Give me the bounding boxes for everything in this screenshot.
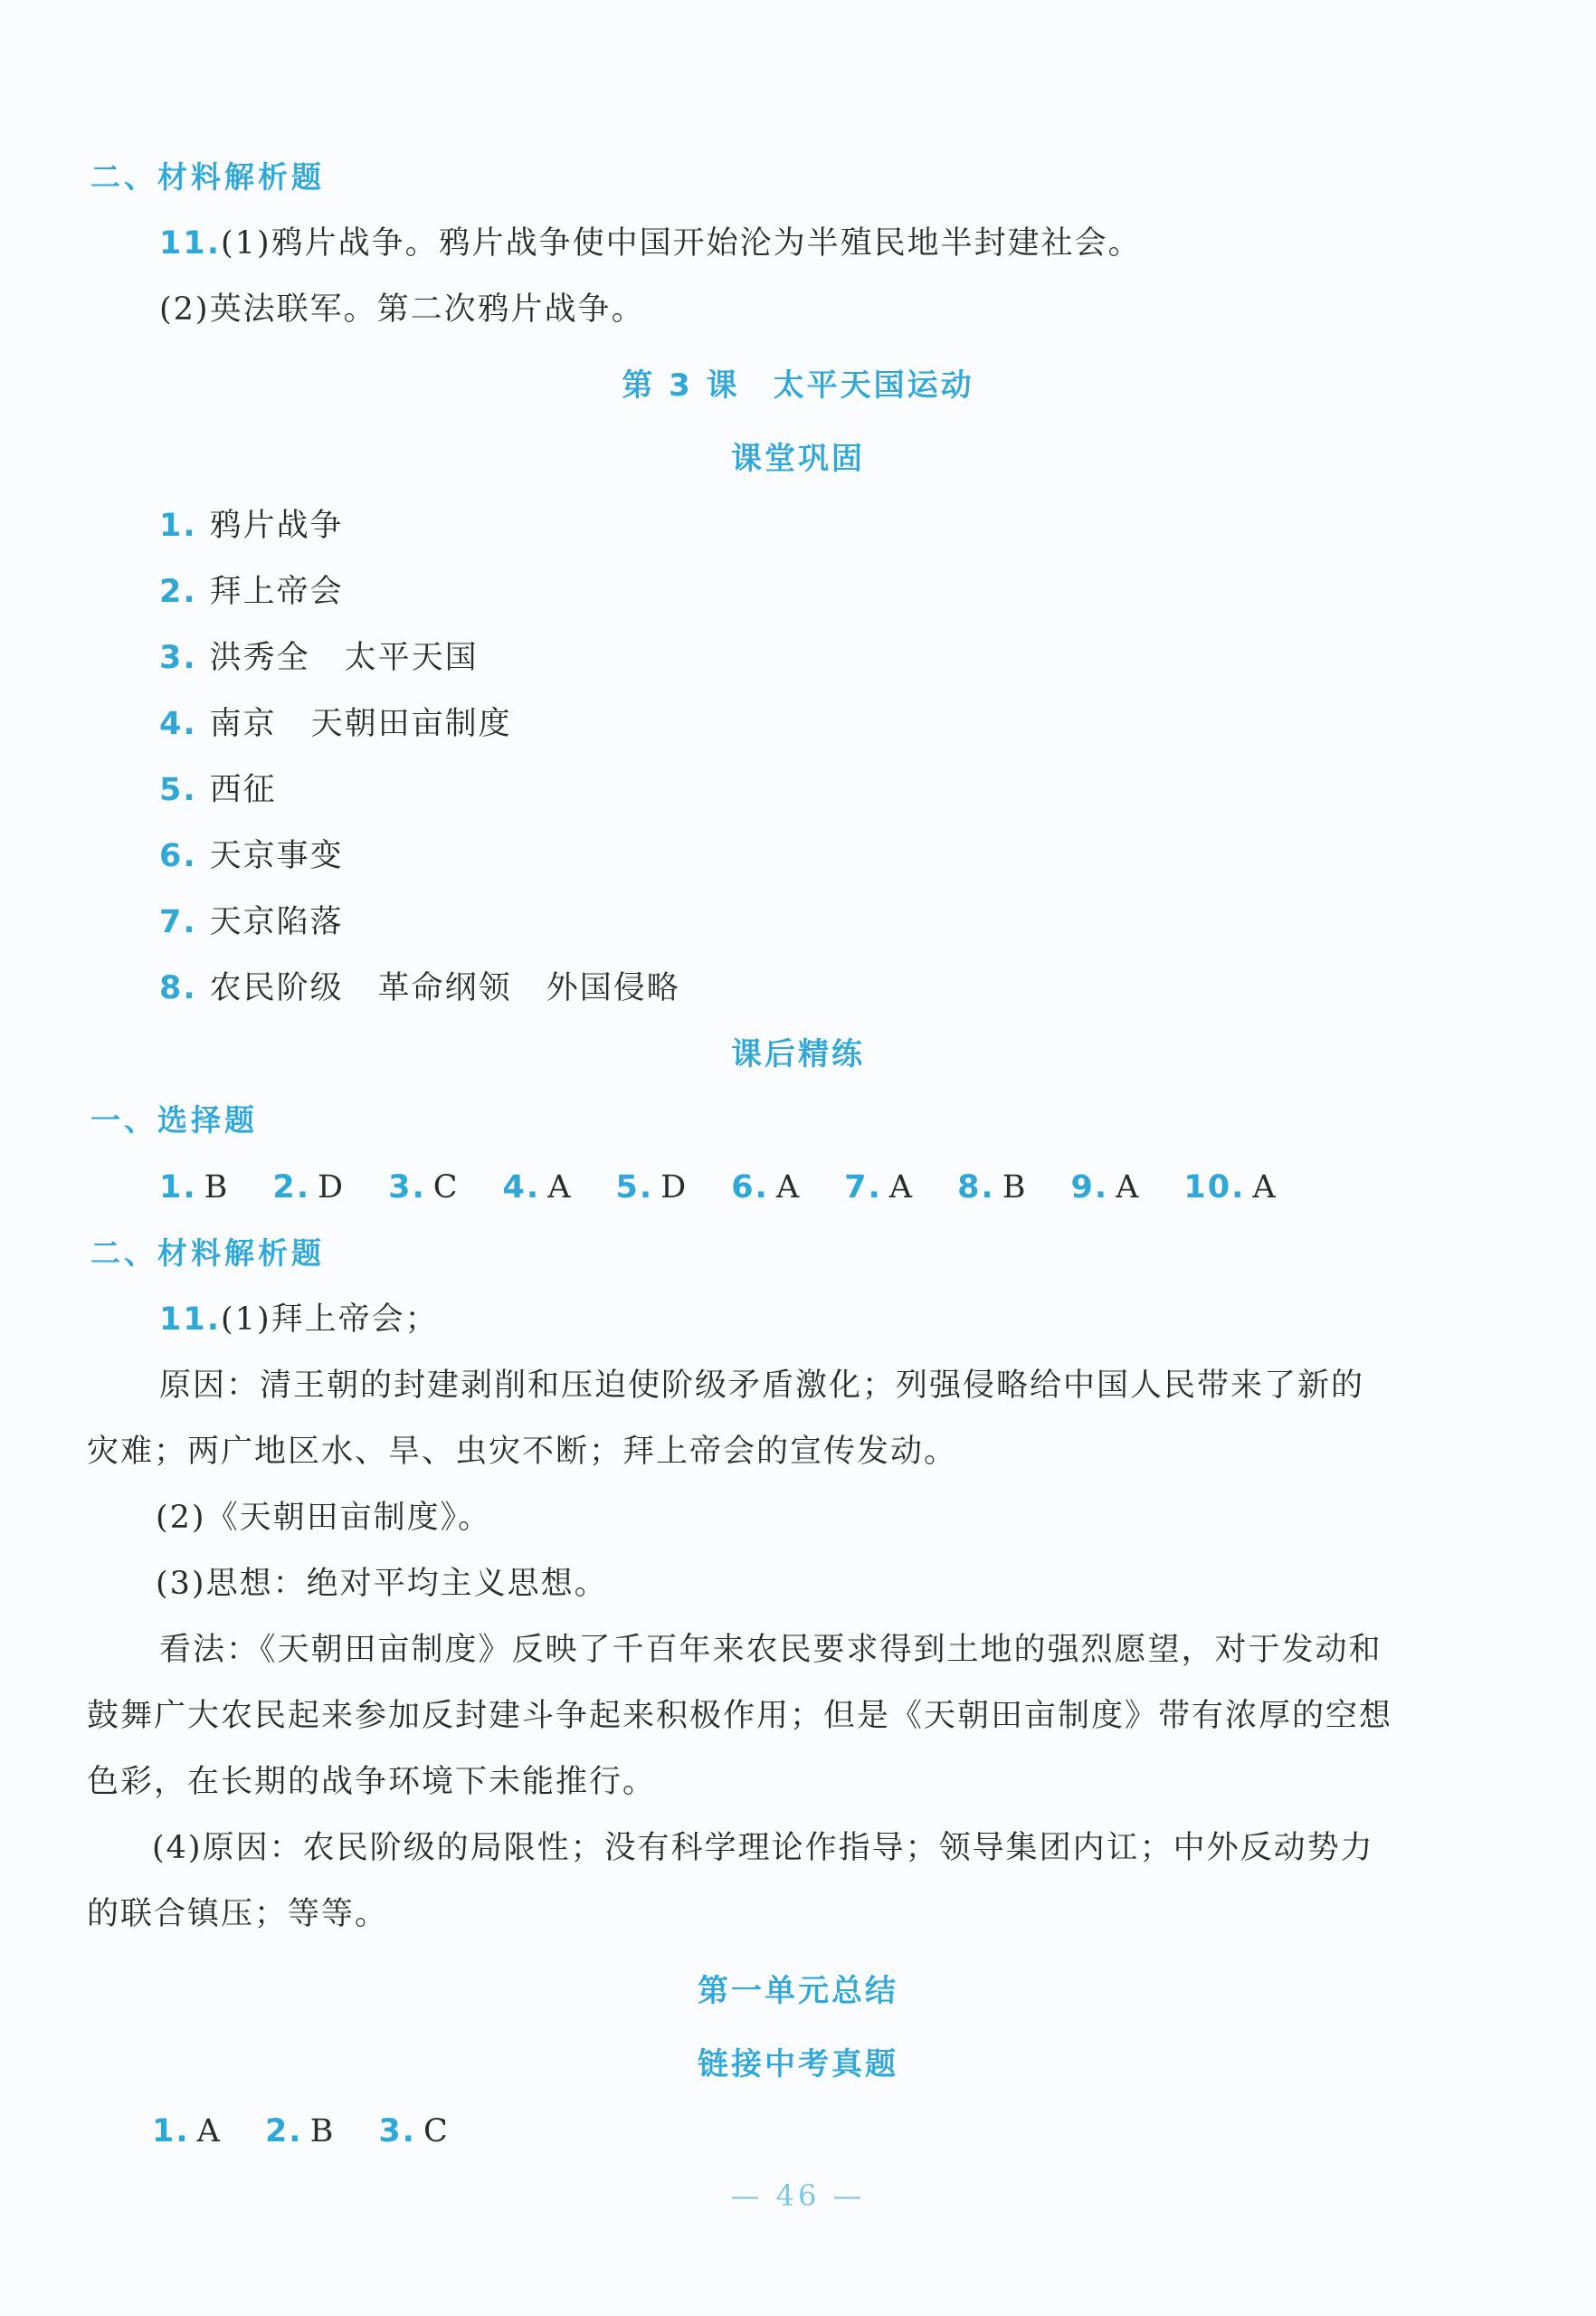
item-answer: 天京陷落 [209,904,344,940]
consolidation-title: 课堂巩固 [731,441,865,477]
answer-item [265,2113,335,2149]
item-number: 6. [159,838,197,874]
answer-item [378,2113,449,2149]
q11-part-4-line-2: 的联合镇压；等等。 [87,1896,389,1932]
list-item [159,636,479,680]
reason-line-1: 原因：清王朝的封建剥削和压迫使阶级矛盾激化；列强侵略给中国人民带来了新的 [159,1368,1365,1404]
item-number: 3. [159,640,197,676]
answer-number: 2. [272,1169,311,1206]
q11-number: 11. [159,1301,222,1338]
answer-number: 3. [378,2113,416,2149]
item-answer: 外国侵略 [546,970,680,1006]
list-item [159,901,344,944]
lesson-title: 第 3 课 太平天国运动 [622,367,974,404]
page-number: 46 [775,2178,821,2213]
item-answer: 鸦片战争 [209,508,344,544]
answer-value: B [204,1169,230,1206]
answer-item [731,1169,801,1206]
item-answer: 天京事变 [209,838,344,874]
item-answer: 天朝田亩制度 [310,706,512,742]
answer-item [152,2113,222,2149]
answer-number: 4. [502,1169,541,1206]
list-item [159,834,344,878]
item-answer: 洪秀全 [209,640,310,676]
answer-item [844,1169,914,1206]
item-number: 4. [159,706,197,742]
answer-item [1070,1169,1140,1206]
footer-dash-right: — [832,2178,866,2213]
item-number: 5. [159,772,197,808]
page-number-footer [0,2176,1596,2216]
item-number: 7. [159,904,197,940]
answer-item [957,1169,1027,1206]
item-answer: 太平天国 [344,640,479,676]
practice-title: 课后精练 [731,1036,865,1072]
exam-link-title: 链接中考真题 [698,2046,898,2082]
q11-part-2: (2)《天朝田亩制度》。 [156,1500,492,1536]
list-item [159,504,344,548]
q11-part-4-line-1: (4)原因：农民阶级的局限性；没有科学理论作指导；领导集团内讧；中外反动势力 [152,1830,1374,1866]
list-item [159,768,277,812]
q11-part-3: (3)思想：绝对平均主义思想。 [156,1566,608,1602]
answer-value: B [1002,1169,1028,1206]
answer-item [1183,1169,1277,1206]
answer-number: 10. [1183,1169,1246,1206]
answer-number: 5. [615,1169,654,1206]
item-answer: 拜上帝会 [209,574,344,610]
list-item [159,702,512,746]
answer-item [503,1169,573,1206]
answer-value: A [1252,1169,1278,1206]
answer-item [159,1169,229,1206]
view-line-1: 看法：《天朝田亩制度》反映了千百年来农民要求得到土地的强烈愿望，对于发动和 [159,1632,1382,1668]
item-answer: 革命纲领 [377,970,512,1006]
view-line-2: 鼓舞广大农民起来参加反封建斗争起来积极作用；但是《天朝田亩制度》带有浓厚的空想 [87,1698,1393,1734]
answer-item [388,1169,459,1206]
exam-answers-row [152,2110,450,2153]
q11-part-1 [159,1298,439,1341]
choice-answers-row [159,1166,1278,1209]
answer-value: C [423,2113,450,2149]
q11-part-1-text: (1)拜上帝会； [221,1301,439,1338]
item-number: 8. [159,970,197,1006]
item-number: 2. [159,574,197,610]
answer-value: D [660,1169,689,1206]
answer-number: 8. [957,1169,995,1206]
item-answer: 南京 [209,706,277,742]
answer-number: 1. [159,1169,197,1206]
item-number: 1. [159,508,197,544]
unit-summary-title: 第一单元总结 [698,1973,898,2009]
section-heading-analysis-2: 二、材料解析题 [90,1235,325,1271]
answer-value: C [432,1169,460,1206]
answer-number: 1. [152,2113,190,2149]
answer-value: A [888,1169,915,1206]
list-item [159,570,344,614]
q11-line-1 [159,222,1142,265]
view-line-3: 色彩，在长期的战争环境下未能推行。 [87,1764,657,1800]
answer-number: 6. [731,1169,769,1206]
item-answer: 西征 [209,772,277,808]
item-answer: 农民阶级 [209,970,344,1006]
list-item [159,967,680,1010]
section-heading-choice: 一、选择题 [90,1102,258,1138]
answer-item [272,1169,345,1206]
answer-value: A [775,1169,802,1206]
answer-number: 9. [1070,1169,1109,1206]
reason-line-2: 灾难；两广地区水、旱、虫灾不断；拜上帝会的宣传发动。 [87,1434,958,1470]
answer-number: 3. [388,1169,426,1206]
answer-item [615,1169,688,1206]
answer-value: D [318,1169,346,1206]
answer-value: A [547,1169,573,1206]
answer-value: B [309,2113,336,2149]
q11-number: 11. [159,225,222,262]
answer-value: A [196,2113,222,2149]
answer-number: 2. [264,2113,303,2149]
footer-dash-left: — [730,2178,764,2213]
section-heading-analysis-1: 二、材料解析题 [90,159,325,195]
q11-text-1: (1)鸦片战争。鸦片战争使中国开始沦为半殖民地半封建社会。 [221,225,1142,262]
answer-value: A [1116,1169,1141,1206]
q11-line-2: (2)英法联军。第二次鸦片战争。 [159,291,645,328]
answer-number: 7. [844,1169,882,1206]
